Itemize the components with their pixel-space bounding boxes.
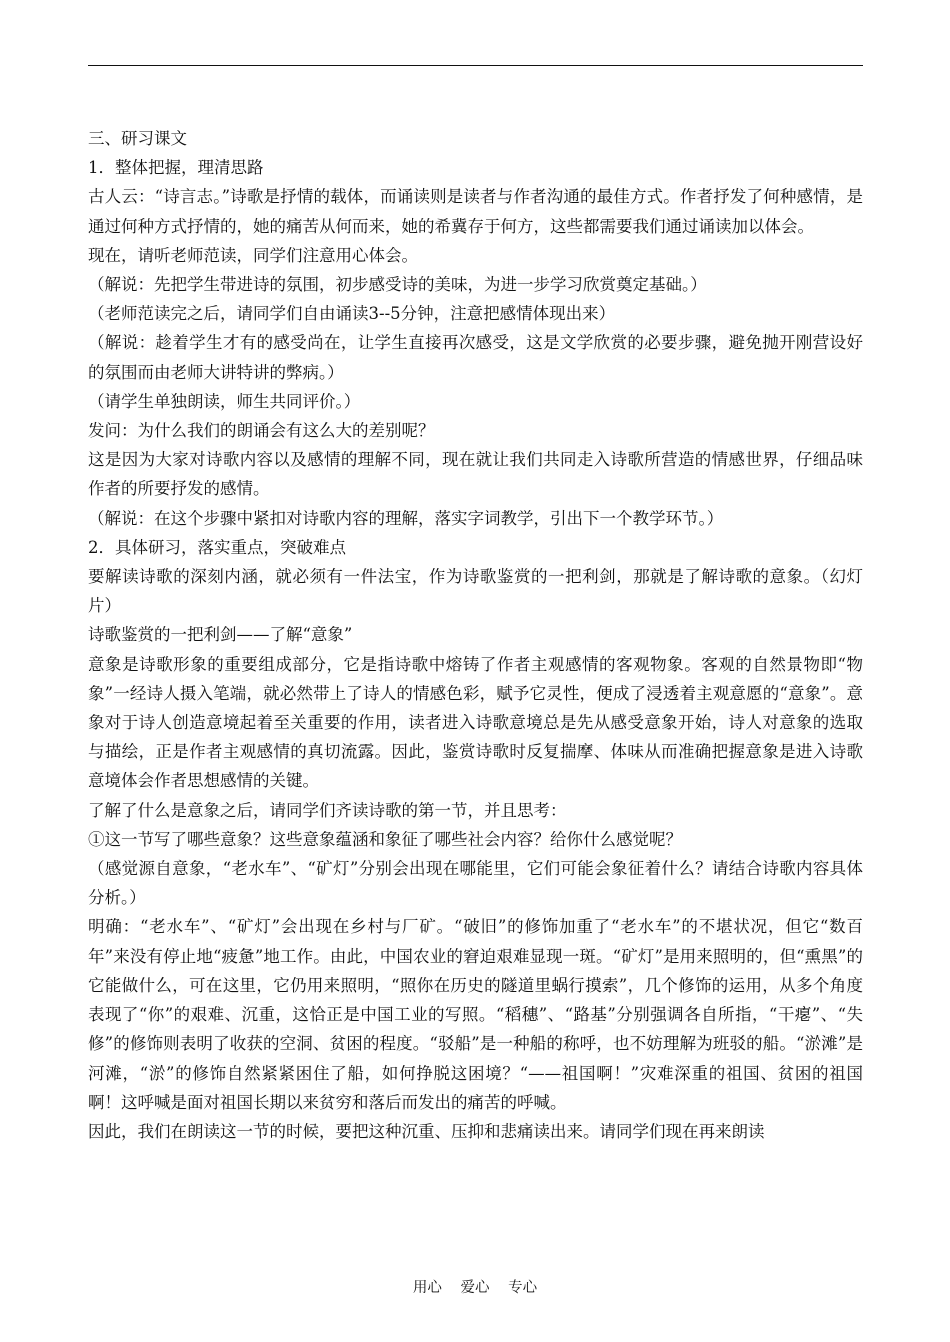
paragraph: 明确：“老水车”、“矿灯”会出现在乡村与厂矿。“破旧”的修饰加重了“老水车”的不堪状况，但它“数百年”来没有停止地“疲惫”地工作。由此，中国农业的窘迫艰难显现一斑。“矿灯”是用来照明的，但“熏黑”的它能做什么，可在这里，它仍用来照明，“照你在历史的隧道里蜗行摸索”，几个修饰的运用，从多个角度表现了“你”的艰难、沉重，这恰正是中国工业的写照。“稻穗”、“路基”分别强调各自所指，“干瘪”、“失修”的修饰则表明了收获的空洞、贫困的程度。“驳船”是一种船的称呼，也不妨理解为班驳的船。“淤滩”是河滩，“淤”的修饰自然紧紧困住了船，如何挣脱这困境？“——祖国啊！”灾难深重的祖国、贫困的祖国啊！这呼喊是面对祖国长期以来贫穷和落后而发出的痛苦的呼喊。 <box>88 917 863 1112</box>
paragraph: （解说：趁着学生才有的感受尚在，让学生直接再次感受，这是文学欣赏的必要步骤，避免抛开刚营设好的氛围而由老师大讲特讲的弊病。） <box>88 333 863 382</box>
section-heading: 三、研习课文 <box>88 129 187 148</box>
document-body <box>88 124 863 1146</box>
paragraph: 了解了什么是意象之后，请同学们齐读诗歌的第一节，并且思考： <box>88 800 567 820</box>
paragraph: 古人云：“诗言志。”诗歌是抒情的载体，而诵读则是读者与作者沟通的最佳方式。作者抒发了何种感情，是通过何种方式抒情的，她的痛苦从何而来，她的希冀存于何方，这些都需要我们通过诵读加以体会。 <box>88 187 863 236</box>
paragraph: 发问：为什么我们的朗诵会有这么大的差别呢？ <box>88 421 435 441</box>
paragraph: （感觉源自意象，“老水车”、“矿灯”分别会出现在哪能里，它们可能会象征着什么？请结合诗歌内容具体分析。） <box>88 859 863 908</box>
footer-text: 用心 <box>412 1280 442 1296</box>
footer-text: 爱心 <box>460 1280 490 1296</box>
paragraph: ①这一节写了哪些意象？这些意象蕴涵和象征了哪些社会内容？给你什么感觉呢？ <box>88 829 682 849</box>
subsection-heading: 1．整体把握，理清思路 <box>88 158 264 178</box>
paragraph: 诗歌鉴赏的一把利剑——了解“意象” <box>88 625 353 645</box>
header-rule <box>88 65 863 66</box>
footer-text: 专心 <box>508 1280 538 1296</box>
paragraph: （老师范读完之后，请同学们自由诵读3--5分钟，注意把感情体现出来） <box>88 304 616 324</box>
paragraph: 要解读诗歌的深刻内涵，就必须有一件法宝，作为诗歌鉴赏的一把利剑，那就是了解诗歌的意象。（幻灯片） <box>88 567 863 616</box>
paragraph: （解说：先把学生带进诗的氛围，初步感受诗的美味，为进一步学习欣赏奠定基础。） <box>88 275 707 295</box>
page-footer <box>0 1276 950 1297</box>
paragraph: 因此，我们在朗读这一节的时候，要把这种沉重、压抑和悲痛读出来。请同学们现在再来朗读 <box>88 1121 765 1141</box>
subsection-heading: 2．具体研习，落实重点，突破难点 <box>88 537 346 557</box>
paragraph: （请学生单独朗读，师生共同评价。） <box>88 391 361 411</box>
paragraph: 意象是诗歌形象的重要组成部分，它是指诗歌中熔铸了作者主观感情的客观物象。客观的自然景物即“物象”一经诗人摄入笔端，就必然带上了诗人的情感色彩，赋予它灵性，便成了浸透着主观意愿的“意象”。意象对于诗人创造意境起着至关重要的作用，读者进入诗歌意境总是先从感受意象开始，诗人对意象的选取与描绘，正是作者主观感情的真切流露。因此，鉴赏诗歌时反复揣摩、体味从而准确把握意象是进入诗歌意境体会作者思想感情的关键。 <box>88 654 863 791</box>
paragraph: 这是因为大家对诗歌内容以及感情的理解不同，现在就让我们共同走入诗歌所营造的情感世界，仔细品味作者的所要抒发的感情。 <box>88 450 863 499</box>
paragraph: （解说：在这个步骤中紧扣对诗歌内容的理解，落实字词教学，引出下一个教学环节。） <box>88 508 724 528</box>
paragraph: 现在，请听老师范读，同学们注意用心体会。 <box>88 245 418 265</box>
